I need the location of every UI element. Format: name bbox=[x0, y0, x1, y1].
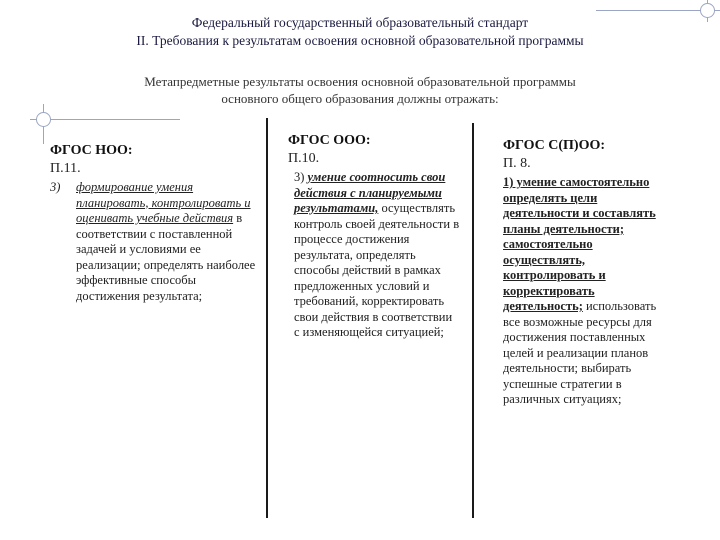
column-noo-text bbox=[50, 180, 256, 304]
column-ooo-emphasis: умение соотносить свои действия с планируемыми результатами, bbox=[294, 170, 446, 215]
column-noo-title: ФГОС НОО: bbox=[50, 143, 133, 158]
column-ooo-rest: осуществлять контроль своей деятельности в процессе достижения результата, определять способы действий в рамках предложенных условий и требований, корректировать свои действия в соответствии с изменяющейся ситуацией; bbox=[294, 201, 460, 339]
column-ooo-number: П.10. bbox=[288, 151, 320, 166]
column-divider-1 bbox=[266, 118, 268, 518]
subheader-line-2: основного общего образования должны отражать: bbox=[221, 91, 499, 106]
subheader-line-1: Метапредметные результаты освоения основной образовательной программы bbox=[144, 74, 576, 89]
decorative-line-left bbox=[30, 119, 180, 120]
column-spoo-emphasis: 1) умение самостоятельно определять цели деятельности и составлять планы деятельности; самостоятельно осуществлять, контролировать и корректировать деятельность; bbox=[503, 175, 656, 313]
column-noo-rest: в соответствии с поставленной задачей и условиями ее реализации; определять наиболее эффективные способы достижения результата; bbox=[76, 211, 256, 303]
column-divider-2 bbox=[472, 123, 474, 518]
header-line-1: Федеральный государственный образовательный стандарт bbox=[191, 15, 529, 30]
column-spoo-title: ФГОС С(П)ОО: bbox=[503, 138, 606, 153]
column-spoo-text bbox=[503, 175, 675, 408]
decorative-ring-left bbox=[36, 112, 51, 127]
column-ooo bbox=[288, 132, 460, 341]
column-spoo-number: П. 8. bbox=[503, 156, 531, 171]
column-noo-emphasis: формирование умения планировать, контролировать и оценивать учебные действия bbox=[76, 180, 251, 225]
column-spoo-rest: использовать все возможные ресурсы для достижения поставленных целей и реализации планов деятельности; выбирать успешные стратегии в различных ситуациях; bbox=[503, 299, 657, 406]
header-line-2: II. Требования к результатам освоения основной образовательной программы bbox=[136, 33, 584, 48]
column-noo-number: П.11. bbox=[50, 161, 81, 176]
column-spoo bbox=[503, 137, 675, 408]
column-ooo-text bbox=[288, 170, 460, 341]
column-ooo-title: ФГОС ООО: bbox=[288, 133, 371, 148]
column-noo-item-number: 3) bbox=[50, 180, 61, 194]
column-ooo-item-number: 3) bbox=[294, 170, 305, 184]
column-noo bbox=[50, 142, 256, 304]
